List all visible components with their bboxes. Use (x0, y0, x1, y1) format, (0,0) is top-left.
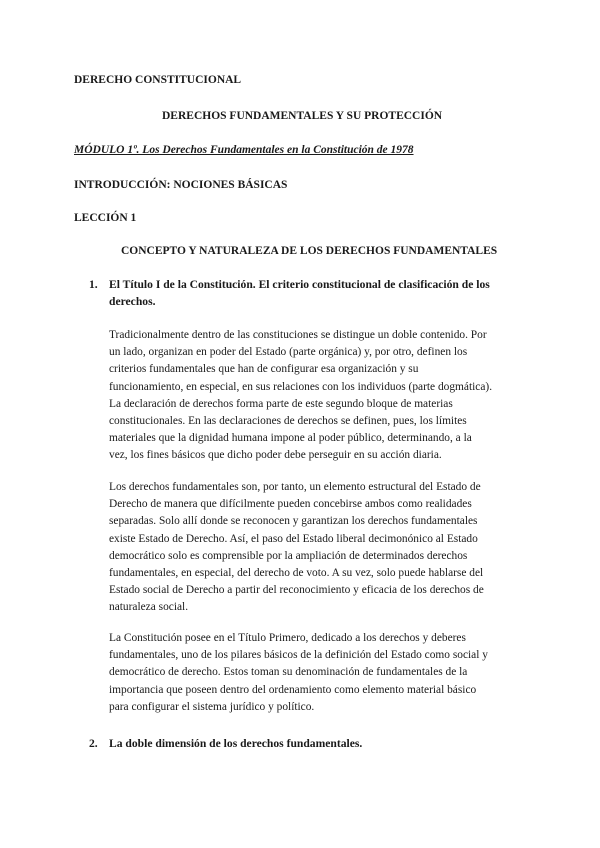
section-2-number: 2. (89, 737, 98, 750)
section-1-heading (89, 276, 529, 312)
subject-heading: DERECHO CONSTITUCIONAL (74, 74, 242, 86)
paragraph-1 (109, 327, 524, 465)
section-1-title (109, 276, 529, 310)
paragraph-2-line: existe Estado de Derecho. Así, el paso del Estado liberal decimonónico al Estado (109, 532, 478, 545)
paragraph-3-line: para configurar el sistema jurídico y político. (109, 700, 315, 713)
paragraph-2-line: Derecho de manera que difícilmente pueden concebirse ambos como realidades (109, 498, 472, 511)
section-2-heading (89, 735, 529, 753)
paragraph-3-line: democrático de derecho. Estos toman su denominación de fundamentales de la (109, 666, 468, 679)
paragraph-1-line: La declaración de derechos forma parte de este segundo bloque de materias (109, 397, 453, 410)
paragraph-2-line: Estado social de Derecho a partir del reconocimiento y eficacia de los derechos de (109, 584, 484, 597)
paragraph-3 (109, 630, 524, 716)
section-1-title-line-2: derechos. (109, 295, 156, 308)
paragraph-2-line: naturaleza social. (109, 601, 189, 614)
paragraph-1-line: Tradicionalmente dentro de las constituciones se distingue un doble contenido. Por (109, 329, 487, 341)
paragraph-1-line: materiales que la dignidad humana impone al poder público, determinando, a la (109, 432, 472, 445)
paragraph-2-line: democrático solo es comprensible por la ampliación de determinados derechos (109, 549, 468, 562)
intro-heading: INTRODUCCIÓN: NOCIONES BÁSICAS (74, 179, 288, 191)
paragraph-3-line: importancia que poseen dentro del ordenamiento como elemento material básico (109, 683, 477, 696)
paragraph-1-line: vez, los fines básicos que dicho poder debe perseguir en su acción diaria. (109, 449, 442, 462)
paragraph-2-line: separadas. Solo allí donde se reconocen y garantizan los derechos fundamentales (109, 515, 478, 528)
paragraph-1-line: funcionamiento, en especial, en sus relaciones con los individuos (parte dogmática). (109, 380, 493, 393)
lesson-heading: LECCIÓN 1 (74, 212, 137, 224)
section-1-number: 1. (89, 278, 98, 291)
paragraph-2 (109, 479, 524, 617)
paragraph-3-line: fundamentales, uno de los pilares básicos de la definición del Estado como social y (109, 649, 488, 662)
paragraph-1-line: constitucionales. En las declaraciones de derechos se definen, pues, los límites (109, 415, 467, 428)
lesson-title: CONCEPTO Y NATURALEZA DE LOS DERECHOS FUNDAMENTALES (121, 245, 498, 257)
paragraph-2-line: Los derechos fundamentales son, por tanto, un elemento estructural del Estado de (109, 481, 481, 493)
paragraph-1-line: criterios fundamentales que han de configurar esa organización y su (109, 363, 419, 376)
paragraph-1-line: un lado, organizan en poder del Estado (parte orgánica) y, por otro, definen los (109, 346, 468, 359)
module-heading: MÓDULO 1º. Los Derechos Fundamentales en la Constitución de 1978 (74, 144, 414, 156)
main-title: DERECHOS FUNDAMENTALES Y SU PROTECCIÓN (162, 110, 443, 122)
section-2-title: La doble dimensión de los derechos fundamentales. (109, 737, 363, 750)
paragraph-3-line: La Constitución posee en el Título Primero, dedicado a los derechos y deberes (109, 632, 466, 644)
section-1-title-line-1: El Título I de la Constitución. El criterio constitucional de clasificación de los (109, 278, 490, 291)
paragraph-2-line: fundamentales, en especial, del derecho de voto. A su vez, solo puede hablarse del (109, 567, 484, 580)
